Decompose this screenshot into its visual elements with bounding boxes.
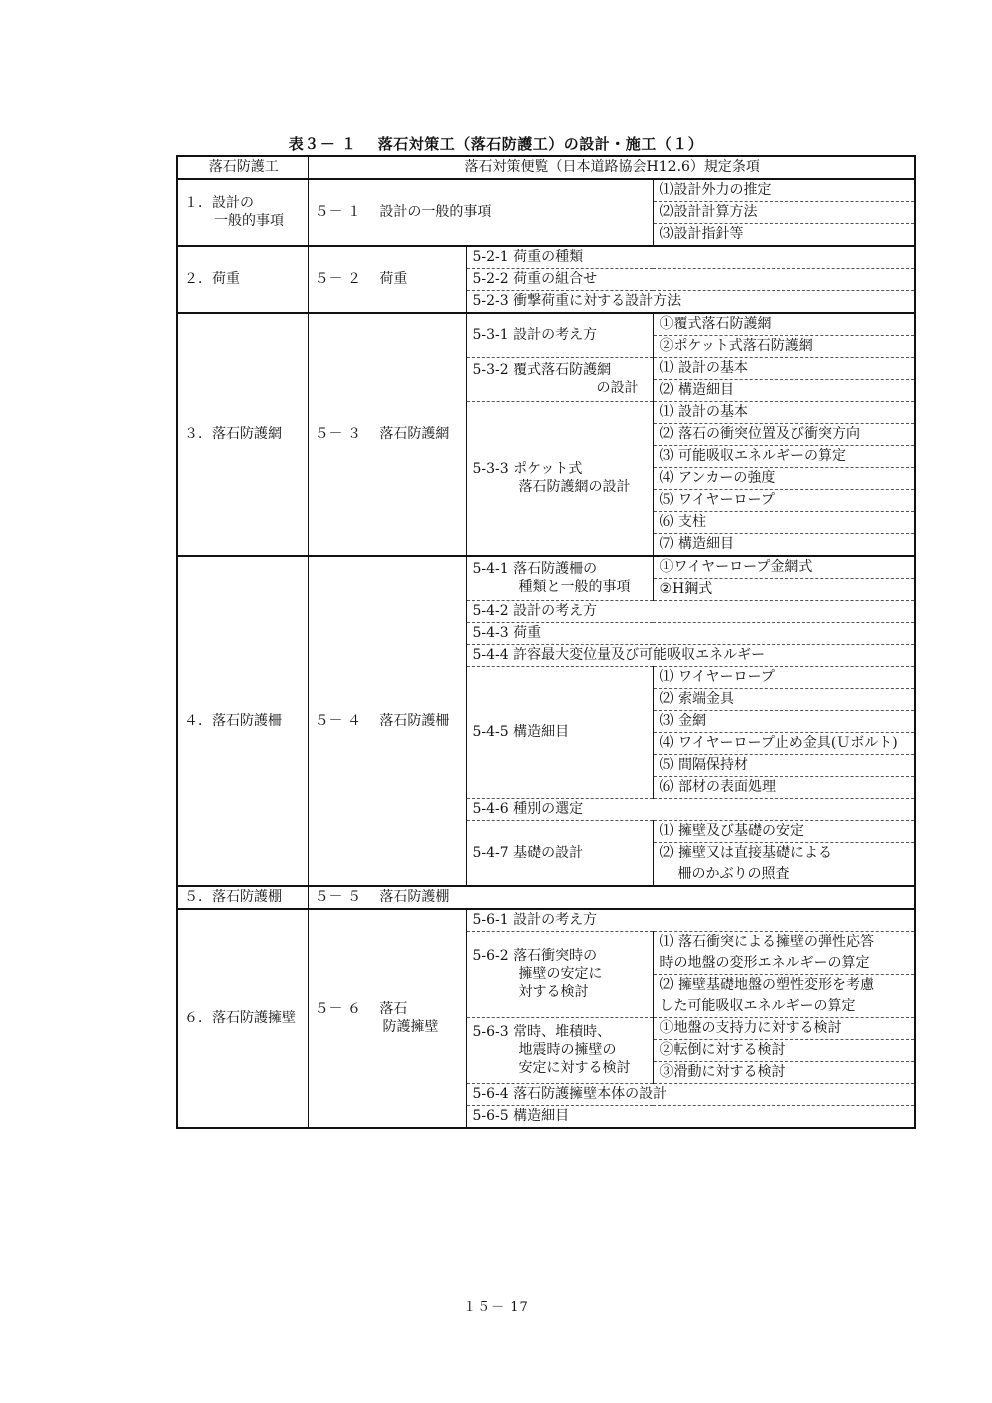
section6-sub3-item: ②転倒に対する検討 xyxy=(653,1040,915,1062)
section6-sub2-item: ⑵ 擁壁基礎地盤の塑性変形を考慮 xyxy=(653,975,915,997)
section6-sub2-item: ⑴ 落石衝突による擁壁の弾性応答 xyxy=(653,932,915,954)
table-row xyxy=(177,246,915,269)
section3-sub3-item: ⑴ 設計の基本 xyxy=(653,402,915,424)
section2-item: 5-2-1 荷重の種類 xyxy=(466,246,915,269)
section6-sub3-item: ①地盤の支持力に対する検討 xyxy=(653,1018,915,1040)
section4-sub5-item: ⑸ 間隔保持材 xyxy=(653,755,915,777)
section6-sub4: 5-6-4 落石防護擁壁本体の設計 xyxy=(466,1084,915,1106)
section6-sub2-item-cont: 時の地盤の変形エネルギーの算定 xyxy=(653,953,915,975)
section1-item: ⑶設計指針等 xyxy=(653,224,915,247)
section3-sub2: 5-3-2 覆式落石防護網 の設計 xyxy=(466,358,653,402)
header-col1: 落石防護工 xyxy=(177,156,308,179)
section4-sub2: 5-4-2 設計の考え方 xyxy=(466,601,915,623)
section5-clause: ５－ ５ 落石防護棚 xyxy=(308,886,915,909)
section2-item: 5-2-3 衝撃荷重に対する設計方法 xyxy=(466,291,915,314)
section4-sub1-item: ①ワイヤーロープ金網式 xyxy=(653,556,915,579)
section6-sub3-item: ③滑動に対する検討 xyxy=(653,1062,915,1084)
section4-sub5-item: ⑵ 索端金具 xyxy=(653,689,915,711)
section1-name: １．設計の 一般的事項 xyxy=(177,179,308,246)
section1-clause: ５－ １ 設計の一般的事項 xyxy=(308,179,653,246)
section3-sub3-item: ⑷ アンカーの強度 xyxy=(653,468,915,490)
section4-sub7-item-cont: 柵のかぶりの照査 xyxy=(653,864,915,886)
section1-item: ⑵設計計算方法 xyxy=(653,202,915,224)
section4-sub5: 5-4-5 構造細目 xyxy=(466,667,653,799)
section4-sub7-item: ⑵ 擁壁又は直接基礎による xyxy=(653,843,915,865)
section4-sub1: 5-4-1 落石防護柵の 種類と一般的事項 xyxy=(466,556,653,601)
section3-sub3-item: ⑶ 可能吸収エネルギーの算定 xyxy=(653,446,915,468)
section5-name: ５．落石防護棚 xyxy=(177,886,308,909)
section6-sub3: 5-6-3 常時、堆積時、 地震時の擁壁の 安定に対する検討 xyxy=(466,1018,653,1084)
section3-sub2-item: ⑵ 構造細目 xyxy=(653,380,915,402)
section3-sub2-item: ⑴ 設計の基本 xyxy=(653,358,915,380)
table-row xyxy=(177,909,915,932)
section4-sub4: 5-4-4 許容最大変位量及び可能吸収エネルギー xyxy=(466,645,915,667)
design-table xyxy=(176,155,916,1129)
section3-sub3: 5-3-3 ポケット式 落石防護網の設計 xyxy=(466,402,653,557)
section6-name: ６．落石防護擁壁 xyxy=(177,909,308,1128)
table-row xyxy=(177,886,915,909)
section3-sub3-item: ⑺ 構造細目 xyxy=(653,534,915,557)
section3-sub1-item: ②ポケット式落石防護網 xyxy=(653,336,915,358)
section4-sub7: 5-4-7 基礎の設計 xyxy=(466,821,653,887)
section2-clause: ５－ ２ 荷重 xyxy=(308,246,466,313)
section4-sub3: 5-4-3 荷重 xyxy=(466,623,915,645)
section2-name: ２．荷重 xyxy=(177,246,308,313)
table-row xyxy=(177,179,915,202)
section3-sub3-item: ⑸ ワイヤーロープ xyxy=(653,490,915,512)
section6-clause: ５－ ６ 落石 防護擁壁 xyxy=(308,909,466,1128)
section2-item: 5-2-2 荷重の組合せ xyxy=(466,269,915,291)
section4-sub1-item: ②H鋼式 xyxy=(653,579,915,601)
section3-clause: ５－ ３ 落石防護網 xyxy=(308,313,466,556)
section4-sub7-item: ⑴ 擁壁及び基礎の安定 xyxy=(653,821,915,843)
section6-sub2-item-cont: した可能吸収エネルギーの算定 xyxy=(653,996,915,1018)
section4-sub5-item: ⑹ 部材の表面処理 xyxy=(653,777,915,799)
section3-sub1-item: ①覆式落石防護網 xyxy=(653,313,915,336)
section4-sub5-item: ⑶ 金網 xyxy=(653,711,915,733)
section4-clause: ５－ ４ 落石防護柵 xyxy=(308,556,466,886)
section3-sub3-item: ⑹ 支柱 xyxy=(653,512,915,534)
section4-name: ４．落石防護柵 xyxy=(177,556,308,886)
section3-sub3-item: ⑵ 落石の衝突位置及び衝突方向 xyxy=(653,424,915,446)
section3-sub1: 5-3-1 設計の考え方 xyxy=(466,313,653,358)
section6-sub5: 5-6-5 構造細目 xyxy=(466,1106,915,1129)
section4-sub5-item: ⑴ ワイヤーロープ xyxy=(653,667,915,689)
table-title: 表３－ １ 落石対策工（落石防護工）の設計・施工（１） xyxy=(288,135,704,153)
header-col2: 落石対策便覧（日本道路協会H12.6）規定条項 xyxy=(308,156,915,179)
page-number: １５－ 17 xyxy=(463,1300,529,1315)
section4-sub6: 5-4-6 種別の選定 xyxy=(466,799,915,821)
section1-item: ⑴設計外力の推定 xyxy=(653,179,915,202)
section6-sub1: 5-6-1 設計の考え方 xyxy=(466,909,915,932)
table-header-row xyxy=(177,156,915,179)
section3-name: ３．落石防護網 xyxy=(177,313,308,556)
section4-sub5-item: ⑷ ワイヤーロープ止め金具(Ｕボルト) xyxy=(653,733,915,755)
table-row xyxy=(177,556,915,579)
section6-sub2: 5-6-2 落石衝突時の 擁壁の安定に 対する検討 xyxy=(466,932,653,1018)
table-row xyxy=(177,313,915,336)
